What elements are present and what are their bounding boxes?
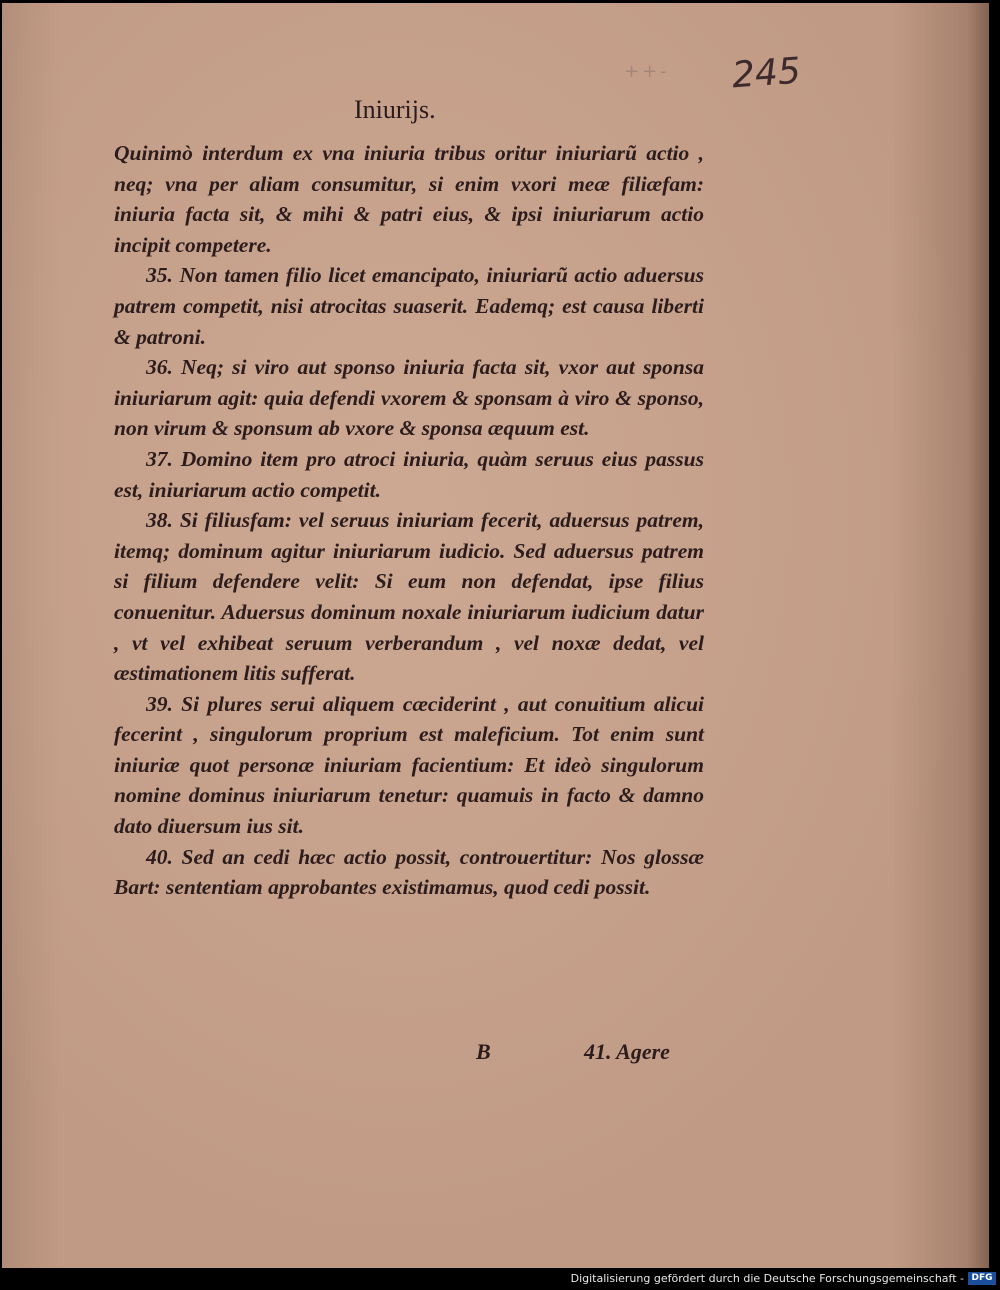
running-head: Iniurijs. (354, 95, 436, 124)
catchword: 41. Agere (584, 1039, 670, 1064)
paragraph-38: 38. Si filiusfam: vel seruus iniuriam fecerit, aduersus patrem, itemq; dominum agitur iniuriarum iudicio. Sed aduersus patrem si filium defendere velit: Si eum non defendat, ipse filius conuenitur. Aduersus dominum noxale iniuriarum iudicium datur , vt vel exhibeat seruum verberandum , vel noxæ dedat, vel æstimationem litis sufferat. (114, 508, 704, 686)
book-page (2, 3, 989, 1268)
paragraph-35: 35. Non tamen filio licet emancipato, iniuriarũ actio aduersus patrem competit, nisi atrocitas suaserit. Eademq; est causa liberti & patroni. (114, 263, 704, 349)
paragraph-40: 40. Sed an cedi hæc actio possit, controuertitur: Nos glossæ Bart: sententiam approbantes existimamus, quod cedi possit. (114, 844, 704, 900)
dfg-credit-bar (0, 1268, 1000, 1290)
dfg-credit-text: Digitalisierung gefördert durch die Deutsche Forschungsgemeinschaft - (570, 1272, 964, 1285)
dfg-logo: DFG (968, 1272, 996, 1285)
signature-mark: B (476, 1039, 491, 1064)
pencil-mark: ++- (624, 61, 670, 82)
paragraph-36: 36. Neq; si viro aut sponso iniuria facta sit, vxor aut sponsa iniuriarum agit: quia defendi vxorem & sponsam à viro & sponso, non virum & sponsum ab vxore & sponsa æquum est. (114, 355, 704, 441)
paragraph-37: 37. Domino item pro atroci iniuria, quàm seruus eius passus est, iniuriarum actio competit. (114, 446, 704, 502)
body-text (114, 138, 704, 903)
page-edge-shadow (967, 3, 989, 1268)
paragraph-intro: Quinimò interdum ex vna iniuria tribus oritur iniuriarũ actio , neq; vna per aliam consumitur, si enim vxori meæ filiæfam: iniuria facta sit, & mihi & patri eius, & ipsi iniuriarum actio incipit competere. (114, 141, 704, 257)
paragraph-39: 39. Si plures serui aliquem cæciderint , aut conuitium alicui fecerint , singulorum proprium est maleficium. Tot enim sunt iniuriæ quot personæ iniuriam facientium: Et ideò singulorum nomine dominus iniuriarum tenetur: quamuis in facto & damno dato diuersum ius sit. (114, 691, 704, 839)
folio-number: 245 (730, 50, 803, 97)
